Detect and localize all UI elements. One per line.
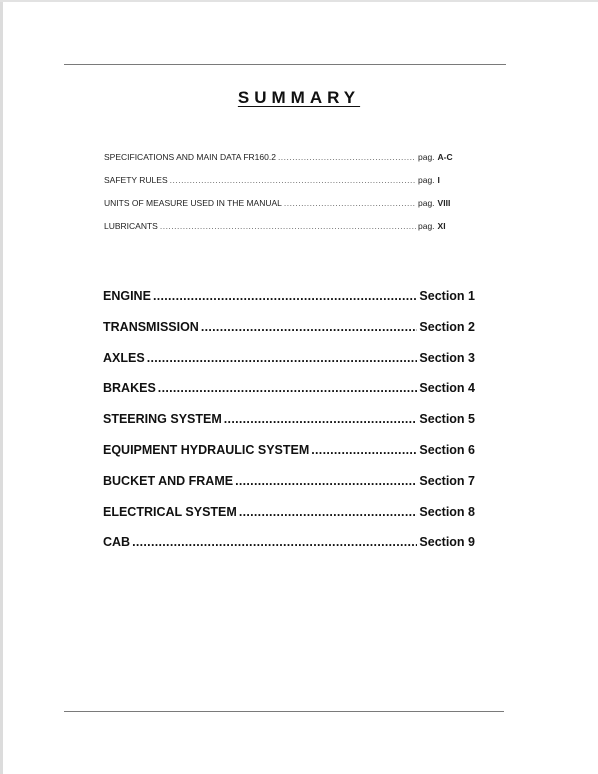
toc-entry-page: pag. XI	[418, 221, 446, 231]
section-number: Section 2	[419, 319, 475, 334]
toc-entry-specifications[interactable]	[104, 152, 474, 175]
dot-leader	[278, 152, 416, 162]
dot-leader	[235, 474, 417, 488]
section-number: Section 9	[419, 535, 475, 550]
section-label: CAB	[103, 535, 131, 550]
section-number: Section 8	[419, 504, 475, 519]
toc-entry-page: pag. I	[418, 175, 440, 185]
section-entry-equipment-hydraulic-system[interactable]	[103, 443, 475, 474]
section-entry-transmission[interactable]	[103, 320, 475, 351]
section-number: Section 1	[419, 289, 475, 303]
section-entry-cab[interactable]	[103, 535, 475, 566]
dot-leader	[239, 505, 418, 519]
dot-leader	[284, 198, 416, 208]
section-entry-engine[interactable]	[103, 289, 475, 320]
sections-toc	[103, 289, 475, 566]
toc-entry-label: SPECIFICATIONS AND MAIN DATA FR160.2	[104, 152, 276, 162]
section-label: EQUIPMENT HYDRAULIC SYSTEM	[103, 442, 310, 457]
toc-entry-label: LUBRICANTS	[104, 221, 158, 231]
dot-leader	[201, 320, 418, 334]
section-label: ELECTRICAL SYSTEM	[103, 504, 237, 519]
top-rule	[64, 64, 506, 65]
section-entry-steering-system[interactable]	[103, 412, 475, 443]
section-entry-axles[interactable]	[103, 351, 475, 382]
section-label: TRANSMISSION	[103, 319, 199, 334]
dot-leader	[311, 443, 417, 457]
dot-leader	[153, 289, 417, 303]
toc-entry-page: pag. A-C	[418, 152, 453, 162]
scan-top-edge	[0, 0, 598, 2]
section-entry-electrical-system[interactable]	[103, 505, 475, 536]
section-number: Section 3	[419, 350, 475, 365]
toc-entry-units-of-measure[interactable]	[104, 198, 474, 221]
toc-entry-page: pag. VIII	[418, 198, 451, 208]
section-label: BUCKET AND FRAME	[103, 473, 234, 488]
section-number: Section 6	[419, 442, 475, 457]
section-label: STEERING SYSTEM	[103, 412, 222, 427]
toc-entry-label: SAFETY RULES	[104, 175, 168, 185]
dot-leader	[224, 412, 418, 426]
toc-entry-safety-rules[interactable]	[104, 175, 474, 198]
dot-leader	[160, 221, 416, 231]
section-label: ENGINE	[103, 289, 151, 303]
front-matter-toc	[104, 152, 474, 244]
section-number: Section 5	[419, 412, 475, 427]
toc-entry-label: UNITS OF MEASURE USED IN THE MANUAL	[104, 198, 282, 208]
dot-leader	[158, 381, 418, 395]
toc-entry-lubricants[interactable]	[104, 221, 474, 244]
section-label: AXLES	[103, 350, 145, 365]
section-entry-bucket-and-frame[interactable]	[103, 474, 475, 505]
dot-leader	[147, 351, 418, 365]
dot-leader	[170, 175, 416, 185]
section-label: BRAKES	[103, 381, 156, 396]
page-title: SUMMARY	[237, 88, 361, 107]
scan-left-edge	[0, 0, 3, 774]
dot-leader	[132, 535, 417, 549]
section-number: Section 4	[419, 381, 475, 396]
bottom-rule	[64, 711, 504, 712]
section-number: Section 7	[419, 473, 475, 488]
section-entry-brakes[interactable]	[103, 381, 475, 412]
